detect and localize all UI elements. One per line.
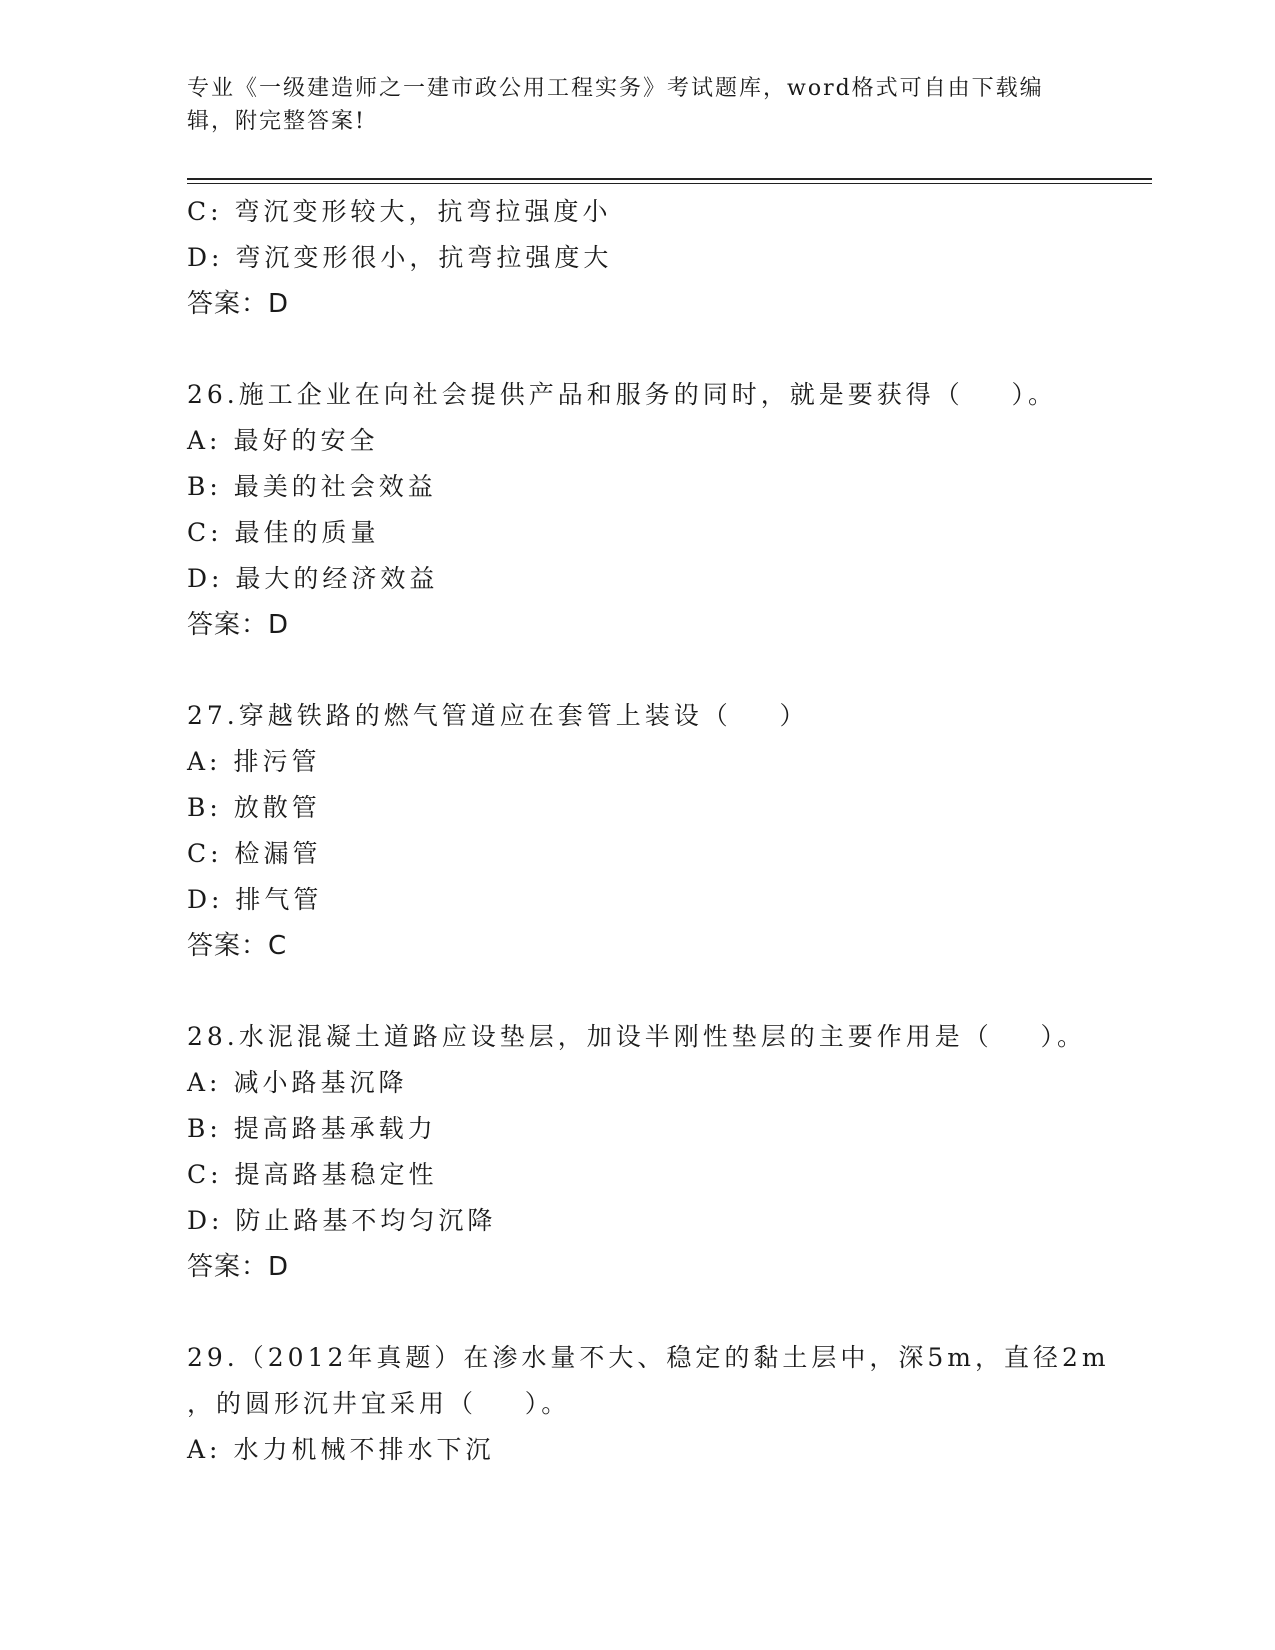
question-stem: 27.穿越铁路的燃气管道应在套管上装设（ ）	[187, 701, 809, 730]
option-label: A:	[187, 1068, 222, 1097]
option-d	[187, 556, 1147, 602]
option-label: C:	[187, 518, 223, 547]
option-label: D:	[187, 1206, 224, 1235]
option-c	[187, 510, 1147, 556]
option-d	[187, 1198, 1147, 1244]
option-text: 最大的经济效益	[235, 564, 439, 593]
option-a	[187, 418, 1147, 464]
option-a	[187, 1060, 1147, 1106]
question-28	[187, 1014, 1147, 1290]
option-c	[187, 189, 1147, 235]
option-b	[187, 785, 1147, 831]
option-c	[187, 1152, 1147, 1198]
option-text: 弯沉变形较大，抗弯拉强度小	[234, 197, 612, 226]
option-label: D:	[187, 564, 224, 593]
option-label: A:	[187, 426, 222, 455]
option-label: C:	[187, 1160, 223, 1189]
option-d	[187, 235, 1147, 281]
option-label: A:	[187, 1435, 222, 1464]
question-26	[187, 372, 1147, 648]
option-b	[187, 464, 1147, 510]
option-label: C:	[187, 839, 223, 868]
prev-question-block	[187, 189, 1147, 327]
option-label: D:	[187, 885, 224, 914]
header-title-line-1: 专业《一级建造师之一建市政公用工程实务》考试题库，word格式可自由下载编	[187, 76, 1044, 101]
option-text: 提高路基承载力	[233, 1114, 437, 1143]
answer-line: 答案：C	[187, 931, 288, 961]
option-a	[187, 1427, 1147, 1473]
option-text: 检漏管	[234, 839, 322, 868]
option-text: 排污管	[233, 747, 321, 776]
option-b	[187, 1106, 1147, 1152]
question-stem: 28.水泥混凝土道路应设垫层，加设半刚性垫层的主要作用是（ ）。	[187, 1022, 1087, 1051]
question-stem-line-2: ，的圆形沉井宜采用（ ）。	[187, 1389, 571, 1418]
option-label: B:	[187, 1114, 222, 1143]
header-title-line-2: 辑，附完整答案!	[187, 109, 366, 134]
header-rule-thick	[187, 178, 1152, 180]
option-label: B:	[187, 472, 222, 501]
question-content	[187, 189, 1147, 1473]
option-text: 减小路基沉降	[233, 1068, 408, 1097]
option-text: 最美的社会效益	[233, 472, 437, 501]
option-text: 排气管	[235, 885, 323, 914]
answer-line: 答案：D	[187, 289, 290, 319]
question-stem-line-1: 29.（2012年真题）在渗水量不大、稳定的黏土层中，深5m，直径2m	[187, 1343, 1110, 1372]
option-c	[187, 831, 1147, 877]
option-text: 最好的安全	[233, 426, 379, 455]
option-text: 提高路基稳定性	[234, 1160, 438, 1189]
option-text: 最佳的质量	[234, 518, 380, 547]
option-text: 水力机械不排水下沉	[233, 1435, 495, 1464]
option-label: C:	[187, 197, 223, 226]
option-label: B:	[187, 793, 222, 822]
option-label: A:	[187, 747, 222, 776]
question-29	[187, 1335, 1147, 1473]
option-label: D:	[187, 243, 224, 272]
option-d	[187, 877, 1147, 923]
answer-line: 答案：D	[187, 610, 290, 640]
option-text: 弯沉变形很小，抗弯拉强度大	[235, 243, 613, 272]
question-27	[187, 693, 1147, 969]
document-header	[187, 72, 1067, 138]
answer-line: 答案：D	[187, 1252, 290, 1282]
option-text: 防止路基不均匀沉降	[235, 1206, 497, 1235]
option-a	[187, 739, 1147, 785]
question-stem: 26.施工企业在向社会提供产品和服务的同时，就是要获得（ ）。	[187, 380, 1058, 409]
option-text: 放散管	[233, 793, 321, 822]
header-rule-thin	[187, 183, 1152, 184]
